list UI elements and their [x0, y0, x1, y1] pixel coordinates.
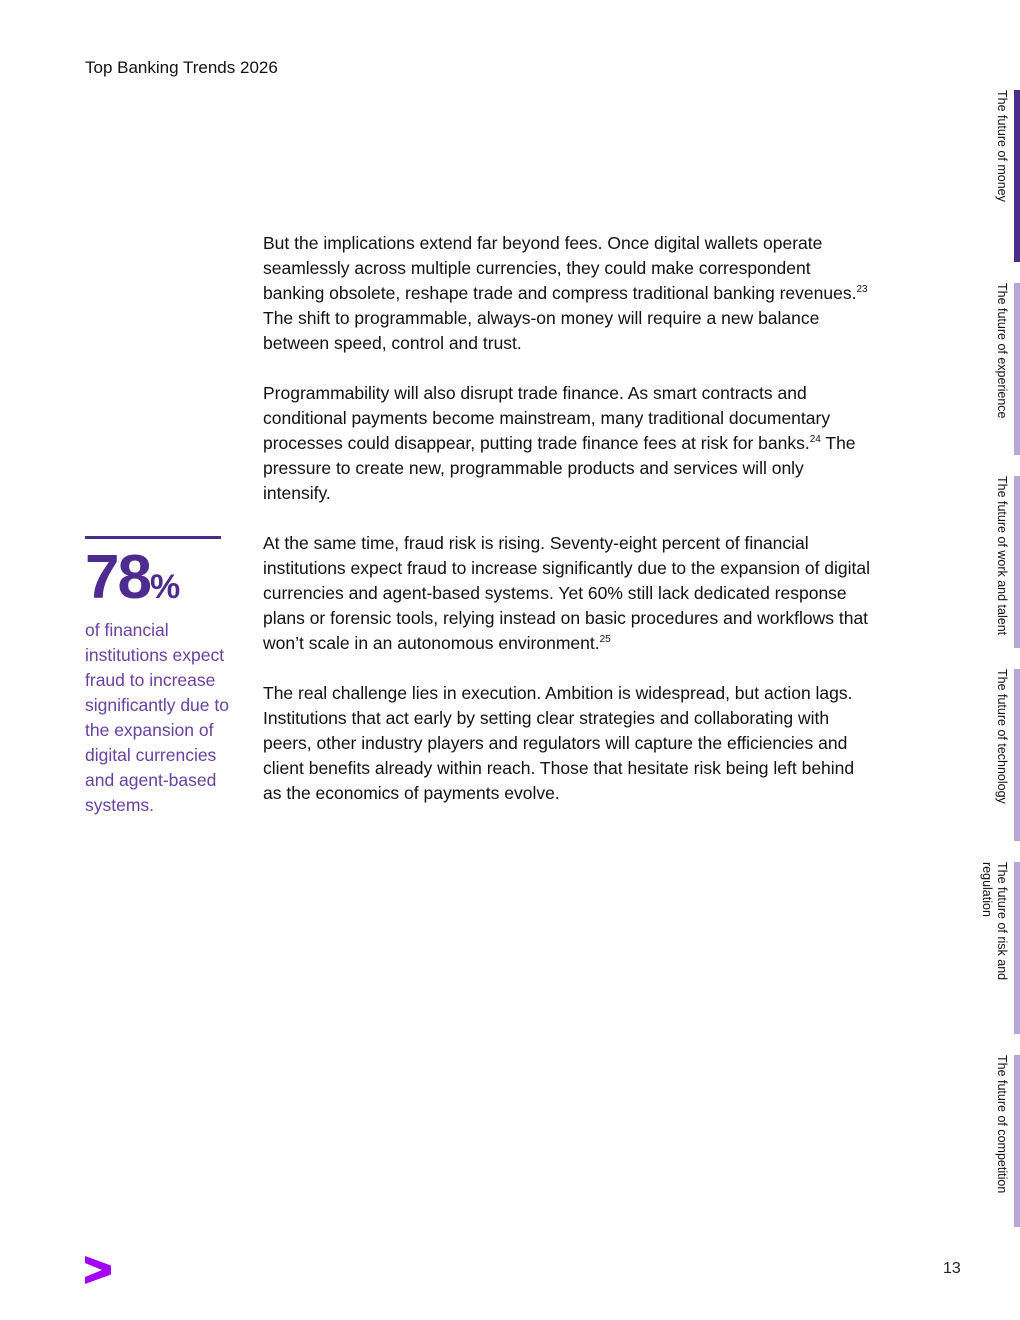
footnote-ref-24[interactable]: 24	[809, 434, 821, 446]
paragraph-2-text-cont: The pressure to create new, programmable products and services will only intensify.	[263, 433, 856, 503]
nav-indicator	[1014, 1055, 1020, 1227]
page-number: 13	[943, 1260, 961, 1277]
nav-indicator	[1014, 862, 1020, 1034]
nav-indicator	[1014, 283, 1020, 455]
nav-label-work-and-talent: The future of work and talent	[995, 476, 1009, 636]
paragraph-1-text: But the implications extend far beyond fees. Once digital wallets operate seamlessly across multiple currencies, they could make correspondent banking obsolete, reshape trade and compress traditional banking revenues.	[263, 233, 857, 303]
nav-item-work-and-talent[interactable]	[975, 476, 1020, 648]
stat-unit: %	[149, 568, 181, 606]
nav-label-technology: The future of technology	[995, 669, 1009, 804]
nav-indicator	[1014, 476, 1020, 648]
stat-description: of financial institutions expect fraud to increase significantly due to the expansion of digital currencies and agent-based systems.	[85, 620, 229, 815]
nav-indicator-active	[1014, 90, 1020, 262]
paragraph-3	[263, 531, 873, 656]
nav-item-experience[interactable]	[975, 283, 1020, 455]
paragraph-1	[263, 231, 873, 356]
stat-number	[85, 543, 245, 618]
body-text	[263, 231, 873, 831]
stat-callout	[85, 536, 245, 818]
brand-logo-icon	[85, 1256, 111, 1284]
paragraph-1-text-cont: The shift to programmable, always-on money will require a new balance between speed, control and trust.	[263, 308, 820, 353]
nav-label-money: The future of money	[995, 90, 1009, 202]
paragraph-3-text: At the same time, fraud risk is rising. Seventy-eight percent of financial institutions expect fraud to increase significantly due to the expansion of digital currencies and agent-based systems. Yet 60% still lack dedicated response plans or forensic tools, relying instead on basic procedures and workflows that won’t scale in an autonomous environment.	[263, 533, 871, 653]
paragraph-4: The real challenge lies in execution. Ambition is widespread, but action lags. Institutions that act early by setting clear strategies and collaborating with peers, other industry players and regulators will capture the efficiencies and client benefits already within reach. Those that hesitate risk being left behind as the economics of payments evolve.	[263, 683, 855, 803]
section-nav	[975, 90, 1020, 1230]
nav-item-money[interactable]	[975, 90, 1020, 262]
paragraph-2-text: Programmability will also disrupt trade finance. As smart contracts and conditional payments become mainstream, many traditional documentary processes could disappear, putting trade finance fees at risk for banks.	[263, 383, 831, 453]
footnote-ref-23[interactable]: 23	[856, 284, 868, 296]
nav-label-risk-and-regulation: The future of risk and regulation	[980, 862, 1009, 981]
nav-item-risk-and-regulation[interactable]	[975, 862, 1020, 1034]
document-title: Top Banking Trends 2026	[85, 58, 278, 77]
stat-divider	[85, 536, 221, 539]
nav-item-technology[interactable]	[975, 669, 1020, 841]
nav-item-competition[interactable]	[975, 1055, 1020, 1227]
footnote-ref-25[interactable]: 25	[599, 634, 611, 646]
nav-indicator	[1014, 669, 1020, 841]
paragraph-2	[263, 381, 873, 506]
nav-label-experience: The future of experience	[995, 283, 1009, 419]
stat-value: 78	[85, 543, 150, 612]
nav-label-competition: The future of competition	[995, 1055, 1009, 1194]
